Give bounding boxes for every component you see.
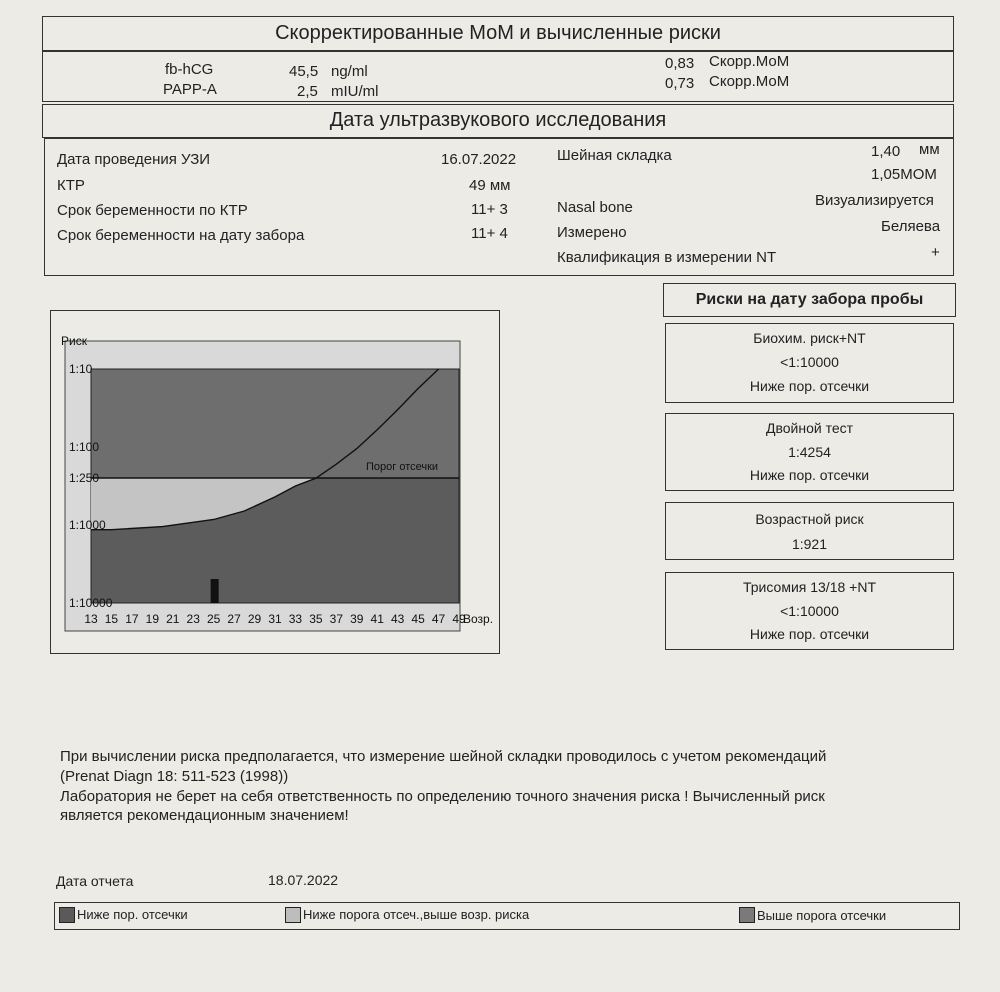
risk-card — [665, 413, 954, 491]
us-left-value: 11+ 4 — [471, 225, 508, 242]
nt-value: 1,40 — [871, 143, 901, 160]
mom-title-box — [42, 16, 954, 52]
risk-card — [665, 323, 954, 403]
mom-row-unit: mIU/ml — [331, 83, 379, 100]
patient-age-marker — [211, 579, 219, 603]
risk-card-value: 1:4254 — [788, 444, 831, 460]
mom-row-mom: 0,73 — [665, 75, 695, 92]
mom-row-name: fb-hCG — [165, 61, 214, 78]
risk-card — [665, 502, 954, 560]
x-tick-label: 33 — [288, 612, 303, 626]
x-tick-label: 29 — [247, 612, 262, 626]
nasal-value: Визуализируется — [815, 192, 934, 209]
y-tick-label: 1:250 — [69, 471, 100, 486]
y-tick-label: 1:100 — [69, 440, 100, 454]
x-tick-label: 15 — [104, 612, 119, 626]
qual-label: Квалификация в измерении NT — [557, 249, 777, 266]
note-line: При вычислении риска предполагается, что измерение шейной складки проводилось с учетом рекомендаций — [60, 748, 827, 765]
y-tick-label: 1:10 — [69, 362, 93, 376]
us-section-title: Дата ультразвукового исследования — [329, 109, 667, 131]
us-left-value: 11+ 3 — [471, 201, 508, 218]
legend-label: Ниже пор. отсечки — [77, 907, 188, 922]
us-left-label: Дата проведения УЗИ — [57, 151, 211, 168]
risk-card-title: Двойной тест — [765, 420, 854, 436]
nasal-label: Nasal bone — [557, 199, 633, 216]
mom-row-mom-label: Скорр.МоМ — [709, 53, 790, 70]
mom-row-mom-label: Скорр.МоМ — [709, 73, 790, 90]
mom-row-value: 2,5 — [297, 83, 318, 100]
x-tick-label: 35 — [309, 612, 323, 626]
legend-label: Ниже порога отсеч.,выше возр. риска — [303, 907, 530, 922]
us-left-label: Срок беременности на дату забора — [57, 227, 305, 244]
mom-row-unit: ng/ml — [331, 63, 368, 80]
legend-swatch — [285, 907, 301, 923]
qual-value: + — [931, 244, 940, 261]
report-date-label: Дата отчета — [56, 873, 134, 889]
measured-label: Измерено — [557, 224, 627, 241]
risk-card-value: <1:10000 — [780, 354, 839, 370]
x-tick-label: 37 — [329, 612, 344, 626]
x-tick-label: 21 — [166, 612, 180, 626]
y-axis-label: Риск — [61, 334, 87, 348]
x-tick-label: 13 — [84, 612, 98, 626]
x-tick-label: 31 — [268, 612, 282, 626]
us-left-label: КТР — [57, 177, 85, 194]
us-left-value: 16.07.2022 — [441, 151, 517, 168]
risk-card-title: Биохим. риск+NT — [753, 330, 866, 346]
cutoff-label: Порог отсечки — [366, 461, 439, 474]
measured-value: Беляева — [881, 218, 941, 235]
risk-card-note: Ниже пор. отсечки — [749, 378, 870, 394]
x-tick-label: 49 — [452, 612, 466, 626]
risk-card — [665, 572, 954, 650]
risk-card-title: Трисомия 13/18 +NT — [743, 579, 876, 595]
x-tick-label: 45 — [411, 612, 425, 626]
legend-swatch — [739, 907, 755, 923]
note-line: является рекомендационным значением! — [60, 807, 349, 824]
x-tick-label: 43 — [390, 612, 405, 626]
mom-row-value: 45,5 — [289, 63, 319, 80]
risk-chart-frame — [50, 310, 500, 654]
risk-chart — [51, 311, 498, 652]
note-line: Лаборатория не берет на себя ответственность по определению точного значения риска ! Вычисленный риск — [60, 788, 825, 805]
risk-card-title: Возрастной риск — [755, 511, 864, 527]
x-tick-label: 23 — [186, 612, 200, 626]
risk-card-value: 1:921 — [791, 536, 828, 552]
legend-label: Выше порога отсечки — [757, 908, 887, 923]
x-tick-label: 47 — [431, 612, 446, 626]
risk-card-value: <1:10000 — [780, 603, 839, 619]
nt-mom: 1,05МОМ — [871, 166, 937, 183]
risks-header-box — [663, 283, 956, 317]
x-tick-label: 25 — [206, 612, 221, 626]
x-tick-label: 27 — [227, 612, 241, 626]
x-tick-label: 39 — [350, 612, 364, 626]
nt-label: Шейная складка — [557, 147, 672, 164]
mom-row-name: PAPP-A — [163, 81, 217, 98]
x-axis-label: Возр. — [463, 612, 494, 626]
mom-row-mom: 0,83 — [665, 55, 695, 72]
y-tick-label: 1:10000 — [69, 596, 113, 610]
us-data-box — [44, 138, 954, 276]
us-left-label: Срок беременности по КТР — [57, 202, 248, 219]
x-tick-label: 19 — [145, 612, 160, 626]
y-tick-label: 1:1000 — [69, 518, 106, 532]
legend-box — [54, 902, 960, 930]
risk-card-note: Ниже пор. отсечки — [749, 467, 870, 483]
x-tick-label: 41 — [370, 612, 384, 626]
x-tick-label: 17 — [125, 612, 139, 626]
nt-unit: мм — [919, 141, 940, 158]
mom-values-box — [42, 50, 954, 102]
risk-card-note: Ниже пор. отсечки — [749, 626, 870, 642]
us-left-value: 49 мм — [469, 177, 511, 194]
legend-swatch — [59, 907, 75, 923]
note-line: (Prenat Diagn 18: 511-523 (1998)) — [60, 768, 289, 785]
us-title-box — [42, 104, 954, 138]
report-date-value: 18.07.2022 — [268, 872, 339, 888]
risks-header: Риски на дату забора пробы — [695, 291, 924, 308]
mom-section-title: Скорректированные МоМ и вычисленные риски — [275, 22, 721, 44]
